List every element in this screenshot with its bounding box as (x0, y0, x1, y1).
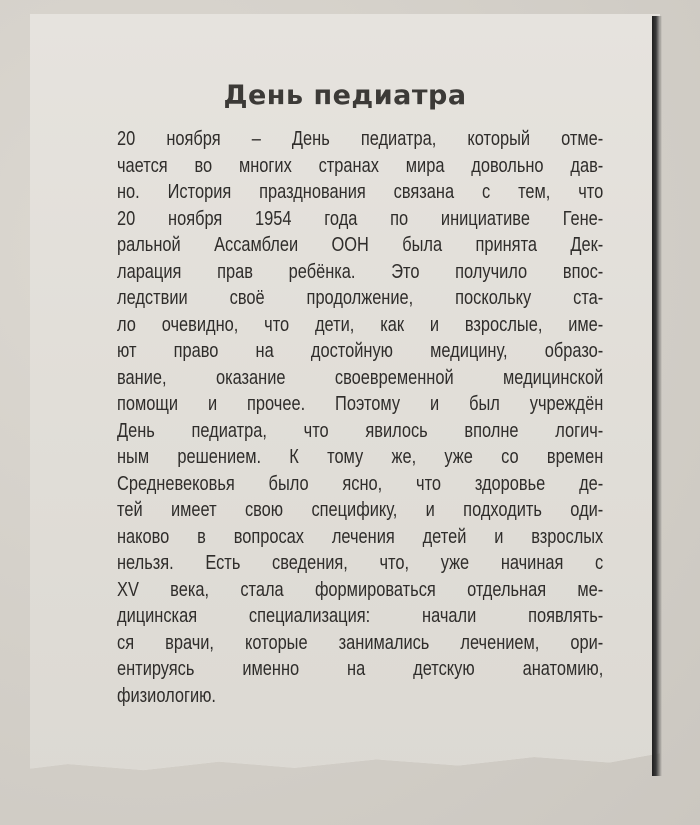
text-line: День педиатра, что явилось вполне логич- (117, 419, 604, 442)
text-line: 20 ноября 1954 года по инициативе Гене- (117, 207, 604, 230)
text-line: тей имеет свою специфику, и подходить оди- (117, 499, 604, 521)
article-body (117, 126, 603, 709)
text-line: ся врачи, которые занимались лечением, ори- (117, 631, 604, 654)
text-line: наково в вопросах лечения детей и взрослых (117, 525, 604, 548)
text-line: чается во многих странах мира довольно дав- (117, 154, 604, 177)
text-line: ют право на достойную медицину, образо- (117, 340, 604, 362)
text-line: дицинская специализация: начали появлять- (117, 605, 604, 627)
text-line: но. История празднования связана с тем, что (117, 181, 604, 203)
article-title: День педиатра (223, 80, 467, 111)
text-line: нельзя. Есть сведения, что, уже начиная с (117, 552, 604, 574)
clipping-edge-shadow (652, 16, 662, 776)
text-line: ентируясь именно на детскую анатомию, (117, 658, 604, 680)
text-line: ным решением. К тому же, уже со времен (117, 446, 604, 468)
text-line: ло очевидно, что дети, как и взрослые, име- (117, 313, 604, 336)
text-line: ральной Ассамблеи ООН была принята Дек- (117, 234, 604, 256)
text-line: помощи и прочее. Поэтому и был учреждён (117, 393, 604, 415)
text-line: ледствии своё продолжение, поскольку ста- (117, 287, 604, 309)
text-line: XV века, стала формироваться отдельная ме- (117, 578, 604, 601)
text-line: вание, оказание своевременной медицинской (117, 366, 604, 389)
text-line: 20 ноября – День педиатра, который отме- (117, 128, 604, 150)
text-line: физиологию. (117, 684, 216, 707)
text-line: ларация прав ребёнка. Это получило впос- (117, 260, 604, 283)
text-line: Средневековья было ясно, что здоровье де- (117, 472, 604, 495)
